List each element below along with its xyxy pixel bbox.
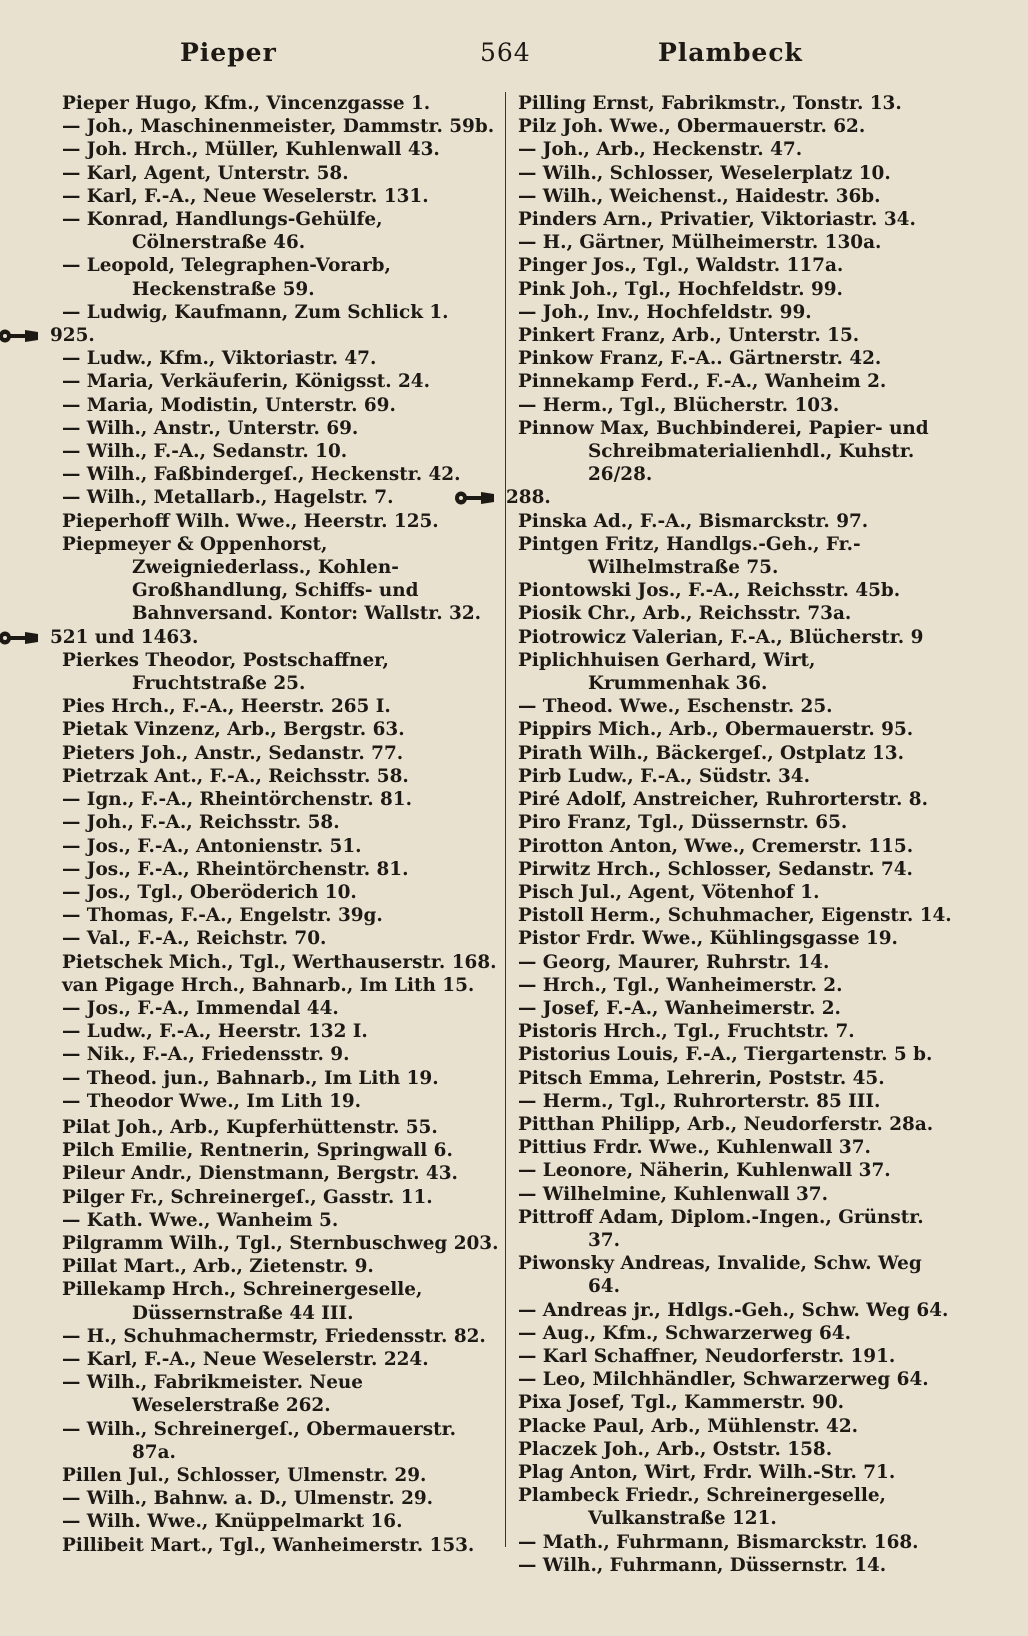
telephone-icon (0, 630, 40, 646)
phone-number-text: 925. (50, 325, 95, 347)
directory-entry: Pilger Fr., Schreinergeſ., Gasstr. 11. (62, 1186, 433, 1208)
directory-entry: Pillen Jul., Schlosser, Ulmenstr. 29. (62, 1464, 427, 1486)
directory-entry: Pisch Jul., Agent, Vötenhof 1. (518, 881, 820, 903)
directory-entry: — Wilh. Wwe., Knüppelmarkt 16. (62, 1511, 403, 1533)
directory-entry: Pippirs Mich., Arb., Obermauerstr. 95. (518, 719, 914, 741)
directory-entry: Pistorius Louis, F.-A., Tiergartenstr. 5 b. (518, 1044, 933, 1066)
directory-entry: Pistor Frdr. Wwe., Kühlingsgasse 19. (518, 928, 898, 950)
directory-entry: — Karl Schaffner, Neudorferstr. 191. (518, 1345, 896, 1367)
phone-number (50, 626, 199, 649)
directory-entry: Pies Hrch., F.-A., Heerstr. 265 I. (62, 696, 391, 718)
directory-entry: Pinders Arn., Privatier, Viktoriastr. 34. (518, 209, 916, 231)
directory-entry: — Ludwig, Kaufmann, Zum Schlick 1. (62, 301, 449, 323)
directory-entry: Piosik Chr., Arb., Reichsstr. 73a. (518, 603, 852, 625)
directory-entry: — Jos., Tgl., Oberöderich 10. (62, 881, 357, 903)
directory-entry: — Wilh., Schreinergeſ., Obermauerstr. 87a. (62, 1418, 456, 1463)
directory-entry: — Ign., F.-A., Rheintörchenstr. 81. (62, 789, 413, 811)
directory-entry: Pierkes Theodor, Postschaffner, Fruchtstraße 25. (62, 649, 389, 695)
directory-entry: — Hrch., Tgl., Wanheimerstr. 2. (518, 974, 843, 996)
directory-entry: Pileur Andr., Dienstmann, Bergstr. 43. (62, 1163, 458, 1185)
directory-entry: Pinnekamp Ferd., F.-A., Wanheim 2. (518, 371, 887, 393)
phone-number (50, 324, 113, 347)
directory-entry: — Herm., Tgl., Ruhrorterstr. 85 III. (518, 1090, 881, 1112)
directory-entry: — Wilh., Bahnw. a. D., Ulmenstr. 29. (62, 1488, 434, 1510)
directory-entry: Pink Joh., Tgl., Hochfeldstr. 99. (518, 278, 843, 300)
directory-entry: Pirwitz Hrch., Schlosser, Sedanstr. 74. (518, 858, 913, 880)
directory-entry: — Nik., F.-A., Friedensstr. 9. (62, 1044, 350, 1066)
directory-entry: Pirath Wilh., Bäckergeſ., Ostplatz 13. (518, 742, 905, 764)
directory-entry: Placzek Joh., Arb., Oststr. 158. (518, 1438, 833, 1460)
directory-entry: — Leopold, Telegraphen-Vorarb, Heckenstraße 59. (62, 255, 391, 300)
column-divider (505, 92, 506, 1547)
directory-entry: Pittroff Adam, Diplom.-Ingen., Grünstr. 37. (518, 1206, 924, 1251)
directory-entry: — Joh., Inv., Hochfeldstr. 99. (518, 301, 812, 323)
directory-entry: — H., Gärtner, Mülheimerstr. 130a. (518, 232, 882, 254)
phone-entry (506, 486, 958, 509)
directory-entry: — Herm., Tgl., Blücherstr. 103. (518, 394, 840, 416)
directory-entry: — Josef, F.-A., Wanheimerstr. 2. (518, 997, 841, 1019)
directory-entry: Pinkert Franz, Arb., Unterstr. 15. (518, 325, 860, 347)
phone-number-text: 521 und 1463. (50, 626, 199, 648)
directory-entry: — Joh., F.-A., Reichsstr. 58. (62, 812, 340, 834)
directory-entry: — Theod. jun., Bahnarb., Im Lith 19. (62, 1067, 439, 1089)
directory-entry: — Wilh., Weichenst., Haidestr. 36b. (518, 185, 881, 207)
directory-entry: — Maria, Verkäuferin, Königsst. 24. (62, 371, 430, 393)
directory-entry: — Ludw., Kfm., Viktoriastr. 47. (62, 348, 377, 370)
directory-entry: Pillat Mart., Arb., Zietenstr. 9. (62, 1256, 374, 1278)
directory-entry: — Karl, F.-A., Neue Weselerstr. 224. (62, 1348, 429, 1370)
directory-entry: Pilgramm Wilh., Tgl., Sternbuschweg 203. (62, 1232, 499, 1254)
phone-number-text: 288. (506, 487, 551, 509)
directory-entry: — Wilhelmine, Kuhlenwall 37. (518, 1183, 828, 1205)
directory-entry: — H., Schuhmachermstr, Friedensstr. 82. (62, 1325, 486, 1347)
phone-entry (50, 324, 502, 347)
directory-entry: — Aug., Kfm., Schwarzerweg 64. (518, 1322, 851, 1344)
directory-entry: — Joh., Maschinenmeister, Dammstr. 59b. (62, 116, 495, 138)
directory-entry: — Wilh., Fabrikmeister. Neue Weselerstraße 262. (62, 1372, 364, 1417)
directory-entry: Pittius Frdr. Wwe., Kuhlenwall 37. (518, 1137, 871, 1159)
directory-entry: Pieper Hugo, Kfm., Vincenzgasse 1. (62, 93, 431, 114)
directory-entry: — Kath. Wwe., Wanheim 5. (62, 1209, 339, 1231)
directory-entry: Pilz Joh. Wwe., Obermauerstr. 62. (518, 116, 866, 138)
directory-entry: — Ludw., F.-A., Heerstr. 132 I. (62, 1021, 368, 1043)
directory-entry: Pietschek Mich., Tgl., Werthauserstr. 168. (62, 951, 497, 973)
left-column (50, 92, 502, 1557)
directory-entry: — Wilh., Schlosser, Weselerplatz 10. (518, 162, 891, 184)
directory-entry: Piotrowicz Valerian, F.-A., Blücherstr. 9 (518, 626, 924, 648)
directory-entry: Pixa Josef, Tgl., Kammerstr. 90. (518, 1392, 845, 1414)
directory-entry: — Georg, Maurer, Ruhrstr. 14. (518, 951, 830, 973)
directory-entry: — Jos., F.-A., Rheintörchenstr. 81. (62, 858, 409, 880)
directory-entry: — Jos., F.-A., Antonienstr. 51. (62, 835, 362, 857)
directory-entry: — Andreas jr., Hdlgs.-Geh., Schw. Weg 64. (518, 1299, 949, 1321)
directory-entry: Plambeck Friedr., Schreinergeselle, Vulkanstraße 121. (518, 1485, 886, 1530)
directory-entry: — Karl, F.-A., Neue Weselerstr. 131. (62, 185, 429, 207)
directory-entry: — Math., Fuhrmann, Bismarckstr. 168. (518, 1531, 919, 1553)
directory-entry: Pilling Ernst, Fabrikmstr., Tonstr. 13. (518, 93, 902, 114)
directory-entry: — Wilh., Faßbindergeſ., Heckenstr. 42. (62, 464, 461, 486)
directory-entry: — Leonore, Näherin, Kuhlenwall 37. (518, 1160, 891, 1182)
directory-entry: — Wilh., Anstr., Unterstr. 69. (62, 417, 359, 439)
directory-entry: — Joh. Hrch., Müller, Kuhlenwall 43. (62, 139, 440, 161)
directory-entry: Piepmeyer & Oppenhorst, Zweigniederlass., Kohlen-Großhandlung, Schiffs- und Bahnversand. Kontor: Wallstr. 32. (62, 533, 482, 625)
directory-entry: Pirb Ludw., F.-A., Südstr. 34. (518, 765, 810, 787)
phone-entry (50, 626, 502, 649)
page-number: 564 (480, 38, 531, 67)
directory-entry: Piontowski Jos., F.-A., Reichsstr. 45b. (518, 580, 901, 602)
directory-entry: Pillekamp Hrch., Schreinergeselle, Düssernstraße 44 III. (62, 1279, 423, 1324)
right-column (506, 92, 958, 1577)
directory-entry: — Val., F.-A., Reichstr. 70. (62, 928, 327, 950)
directory-entry: Pillibeit Mart., Tgl., Wanheimerstr. 153. (62, 1534, 475, 1556)
directory-entry: Piwonsky Andreas, Invalide, Schw. Weg 64. (518, 1253, 922, 1298)
directory-entry: Pitsch Emma, Lehrerin, Poststr. 45. (518, 1067, 885, 1089)
directory-entry: — Theod. Wwe., Eschenstr. 25. (518, 696, 833, 718)
directory-entry: — Jos., F.-A., Immendal 44. (62, 997, 339, 1019)
directory-entry: Pieperhoff Wilh. Wwe., Heerstr. 125. (62, 510, 439, 532)
directory-entry: Plag Anton, Wirt, Frdr. Wilh.-Str. 71. (518, 1461, 896, 1483)
directory-entry: — Thomas, F.-A., Engelstr. 39g. (62, 905, 383, 927)
directory-entry: Placke Paul, Arb., Mühlenstr. 42. (518, 1415, 859, 1437)
directory-entry: Pinska Ad., F.-A., Bismarckstr. 97. (518, 510, 869, 532)
telephone-icon (0, 328, 40, 344)
directory-entry: — Maria, Modistin, Unterstr. 69. (62, 394, 396, 416)
directory-entry: — Karl, Agent, Unterstr. 58. (62, 162, 349, 184)
directory-entry: Pistoris Hrch., Tgl., Fruchtstr. 7. (518, 1021, 855, 1043)
directory-entry: — Leo, Milchhändler, Schwarzerweg 64. (518, 1369, 929, 1391)
header-first-name: Pieper (180, 38, 277, 67)
directory-entry: — Theodor Wwe., Im Lith 19. (62, 1090, 362, 1112)
page-header (60, 38, 956, 78)
directory-entry: Pinkow Franz, F.-A.. Gärtnerstr. 42. (518, 348, 882, 370)
directory-entry: Piro Franz, Tgl., Düssernstr. 65. (518, 812, 848, 834)
phone-number (506, 486, 569, 509)
directory-entry: van Pigage Hrch., Bahnarb., Im Lith 15. (62, 974, 475, 996)
directory-entry: Pirotton Anton, Wwe., Cremerstr. 115. (518, 835, 914, 857)
directory-entry: Pilch Emilie, Rentnerin, Springwall 6. (62, 1140, 453, 1162)
directory-entry: — Joh., Arb., Heckenstr. 47. (518, 139, 803, 161)
directory-entry: — Konrad, Handlungs-Gehülfe, Cölnerstraße 46. (62, 209, 383, 254)
directory-entry: Pilat Joh., Arb., Kupferhüttenstr. 55. (62, 1116, 438, 1138)
directory-entry: Pieters Joh., Anstr., Sedanstr. 77. (62, 742, 404, 764)
directory-entry: Piplichhuisen Gerhard, Wirt, Krummenhak 36. (518, 649, 816, 695)
directory-entry: Pinger Jos., Tgl., Waldstr. 117a. (518, 255, 844, 277)
directory-entry: Pintgen Fritz, Handlgs.-Geh., Fr.-Wilhelmstraße 75. (518, 533, 861, 579)
directory-entry: Piré Adolf, Anstreicher, Ruhrorterstr. 8. (518, 789, 928, 811)
directory-entry: Pietak Vinzenz, Arb., Bergstr. 63. (62, 719, 405, 741)
directory-entry: — Wilh., Fuhrmann, Düssernstr. 14. (518, 1554, 887, 1576)
directory-entry: — Wilh., Metallarb., Hagelstr. 7. (62, 487, 394, 509)
directory-entry: Pietrzak Ant., F.-A., Reichsstr. 58. (62, 765, 409, 787)
header-last-name: Plambeck (658, 38, 803, 67)
directory-entry: Pitthan Philipp, Arb., Neudorferstr. 28a. (518, 1113, 934, 1135)
directory-entry: Pinnow Max, Buchbinderei, Papier- und Schreibmaterialienhdl., Kuhstr. 26/28. (518, 417, 929, 486)
telephone-icon (454, 490, 496, 506)
directory-entry: Pistoll Herm., Schuhmacher, Eigenstr. 14. (518, 905, 952, 927)
directory-entry: — Wilh., F.-A., Sedanstr. 10. (62, 441, 348, 463)
